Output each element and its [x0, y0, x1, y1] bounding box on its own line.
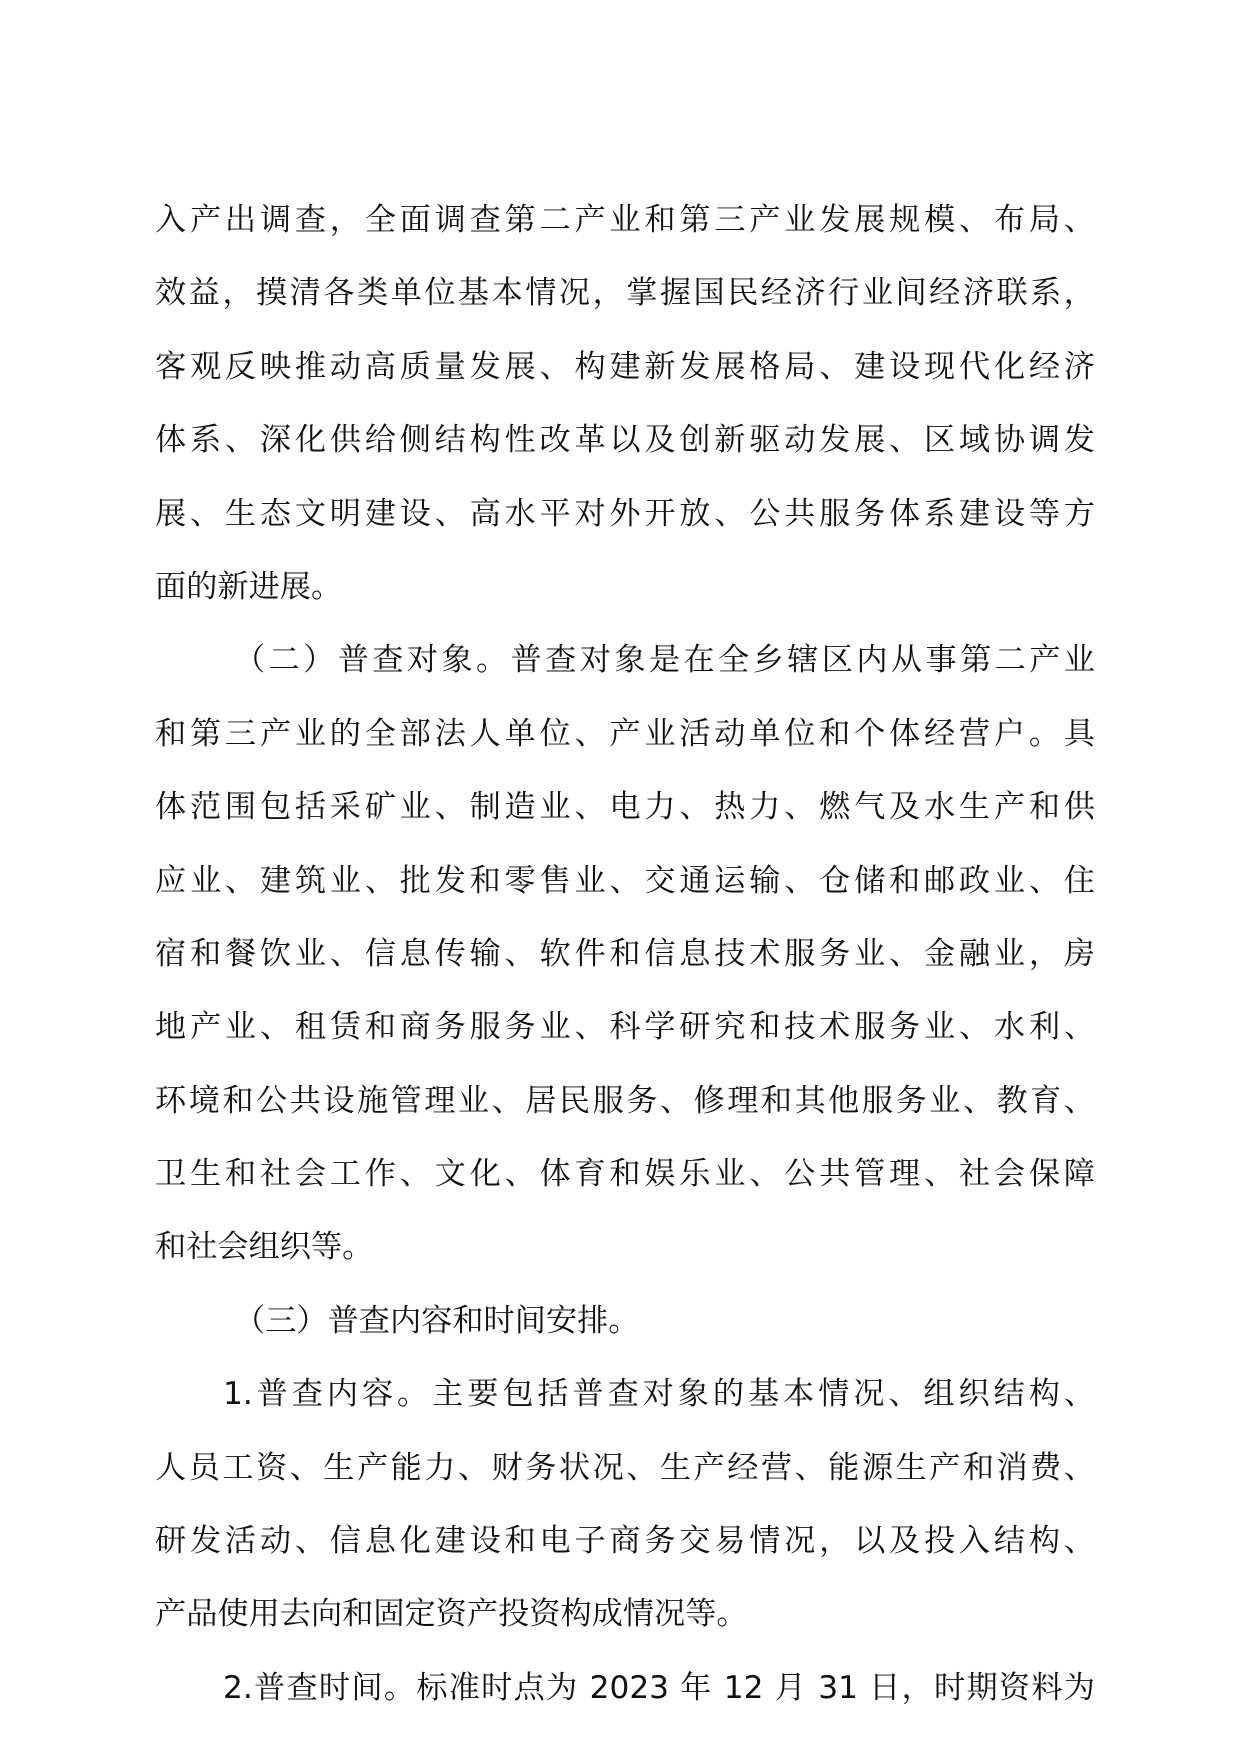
numbered-item-line: 2.普查时间。标准时点为 2023 年 12 月 31 日，时期资料为	[223, 1669, 1095, 1706]
text-line: 环境和公共设施管理业、居民服务、修理和其他服务业、教育、	[155, 1082, 1095, 1119]
text-line: 体范围包括采矿业、制造业、电力、热力、燃气及水生产和供	[155, 789, 1095, 826]
text-line: 地产业、租赁和商务服务业、科学研究和技术服务业、水利、	[155, 1009, 1095, 1046]
document-body	[155, 184, 1095, 1725]
text-line: 产品使用去向和固定资产投资构成情况等。	[155, 1596, 748, 1633]
text-line: 研发活动、信息化建设和电子商务交易情况，以及投入结构、	[155, 1523, 1095, 1560]
text-line: 体系、深化供给侧结构性改革以及创新驱动发展、区域协调发	[155, 422, 1095, 459]
text-line: 应业、建筑业、批发和零售业、交通运输、仓储和邮政业、住	[155, 862, 1095, 899]
text-line: 宿和餐饮业、信息传输、软件和信息技术服务业、金融业，房	[155, 935, 1095, 972]
text-line: 卫生和社会工作、文化、体育和娱乐业、公共管理、社会保障	[155, 1156, 1095, 1193]
text-line: 效益，摸清各类单位基本情况，掌握国民经济行业间经济联系，	[155, 275, 1095, 312]
text-line: 入产出调查，全面调查第二产业和第三产业发展规模、布局、	[155, 202, 1095, 238]
text-line: 面的新进展。	[155, 568, 343, 605]
text-line: 人员工资、生产能力、财务状况、生产经营、能源生产和消费、	[155, 1449, 1095, 1486]
text-line: 和第三产业的全部法人单位、产业活动单位和个体经营户。具	[155, 715, 1095, 752]
section-heading-line: （三）普查内容和时间安排。	[234, 1302, 640, 1339]
text-line: 展、生态文明建设、高水平对外开放、公共服务体系建设等方	[155, 495, 1095, 532]
text-line: 客观反映推动高质量发展、构建新发展格局、建设现代化经济	[155, 348, 1095, 385]
numbered-item-line: 1.普查内容。主要包括普查对象的基本情况、组织结构、	[223, 1376, 1095, 1413]
text-line: 和社会组织等。	[155, 1229, 374, 1266]
section-heading-line: （二）普查对象。普查对象是在全乡辖区内从事第二产业	[234, 642, 1095, 679]
